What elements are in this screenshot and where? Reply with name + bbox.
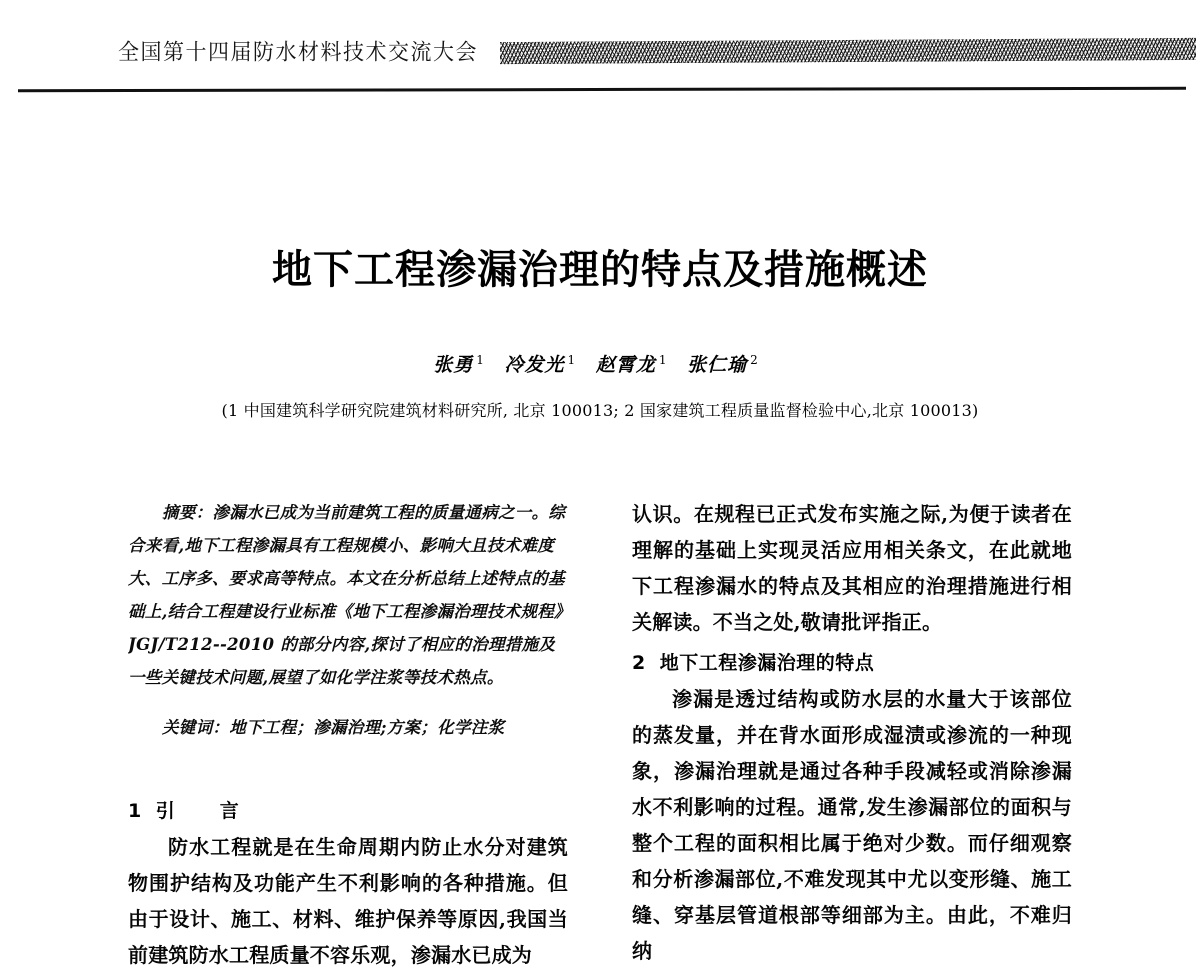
paragraph: 防水工程就是在生命周期内防止水分对建筑物围护结构及功能产生不利影响的各种措施。但由于设计、施工、材料、维护保养等原因,我国当前建筑防水工程质量不容乐观，渗漏水已成为 [128, 835, 568, 967]
section-title: 地下工程渗漏治理的特点 [659, 652, 875, 674]
left-column [128, 496, 568, 973]
author-name: 张勇 [433, 354, 474, 376]
author-name: 赵霄龙 [595, 354, 656, 376]
paragraph: 认识。在规程已正式发布实施之际,为便于读者在理解的基础上实现灵活应用相关条文，在此就地下工程渗漏水的特点及其相应的治理措施进行相关解读。不当之处,敬请批评指正。 [632, 502, 1072, 634]
spacer [128, 738, 568, 796]
author-name: 冷发光 [504, 354, 565, 376]
right-column [632, 496, 1072, 969]
section-number: 2 [632, 652, 646, 674]
section-heading-1 [128, 796, 568, 823]
section-number: 1 [128, 800, 142, 822]
paragraph: 渗漏是透过结构或防水层的水量大于该部位的蒸发量，并在背水面形成湿渍或渗流的一种现象，渗漏治理就是通过各种手段减轻或消除渗漏水不利影响的过程。通常,发生渗漏部位的面积与整个工程的面积相比属于绝对少数。而仔细观察和分析渗漏部位,不难发现其中尤以变形缝、施工缝、穿基层管道根部等细部为主。由此，不难归纳 [632, 687, 1072, 963]
abstract-text: 渗漏水已成为当前建筑工程的质量通病之一。综合来看,地下工程渗漏具有工程规模小、影响大且技术难度大、工序多、要求高等特点。本文在分析总结上述特点的基础上,结合工程建设行业标准《地下工程渗漏治理技术规程》JGJ/T212--2010 的部分内容,探讨了相应的治理措施及一些关键技术问题,展望了如化学注浆等技术热点。 [128, 503, 566, 687]
page-title: 地下工程渗漏治理的特点及措施概述 [272, 246, 928, 293]
author-affiliation-marker: 1 [658, 352, 668, 367]
affiliation-line: (1 中国建筑科学研究院建筑材料研究所, 北京 100013; 2 国家建筑工程质量监督检验中心,北京 100013) [221, 401, 979, 420]
keywords-label: 关键词： [162, 718, 230, 737]
diagonal-hatch-band-icon [500, 38, 1196, 64]
author-list [0, 350, 1200, 377]
author-affiliation-marker: 2 [750, 352, 759, 367]
author-affiliation-marker: 1 [567, 352, 577, 367]
section-1-body [128, 829, 568, 973]
running-header-title: 全国第十四届防水材料技术交流大会 [118, 39, 478, 65]
author-name: 张仁瑜 [687, 354, 748, 376]
running-header [0, 28, 1200, 74]
keywords-text: 地下工程；渗漏治理;方案；化学注浆 [229, 718, 505, 737]
abstract-block [128, 496, 568, 694]
section-2-body [632, 681, 1072, 969]
header-divider-rule [18, 87, 1186, 92]
section-title: 引 言 [155, 800, 252, 822]
continued-paragraph-block [632, 496, 1072, 640]
abstract-label: 摘要： [162, 503, 213, 522]
section-heading-2 [632, 648, 1072, 675]
keywords-block [162, 714, 568, 738]
author-affiliation-marker: 1 [476, 352, 485, 367]
spacer [632, 640, 1072, 648]
